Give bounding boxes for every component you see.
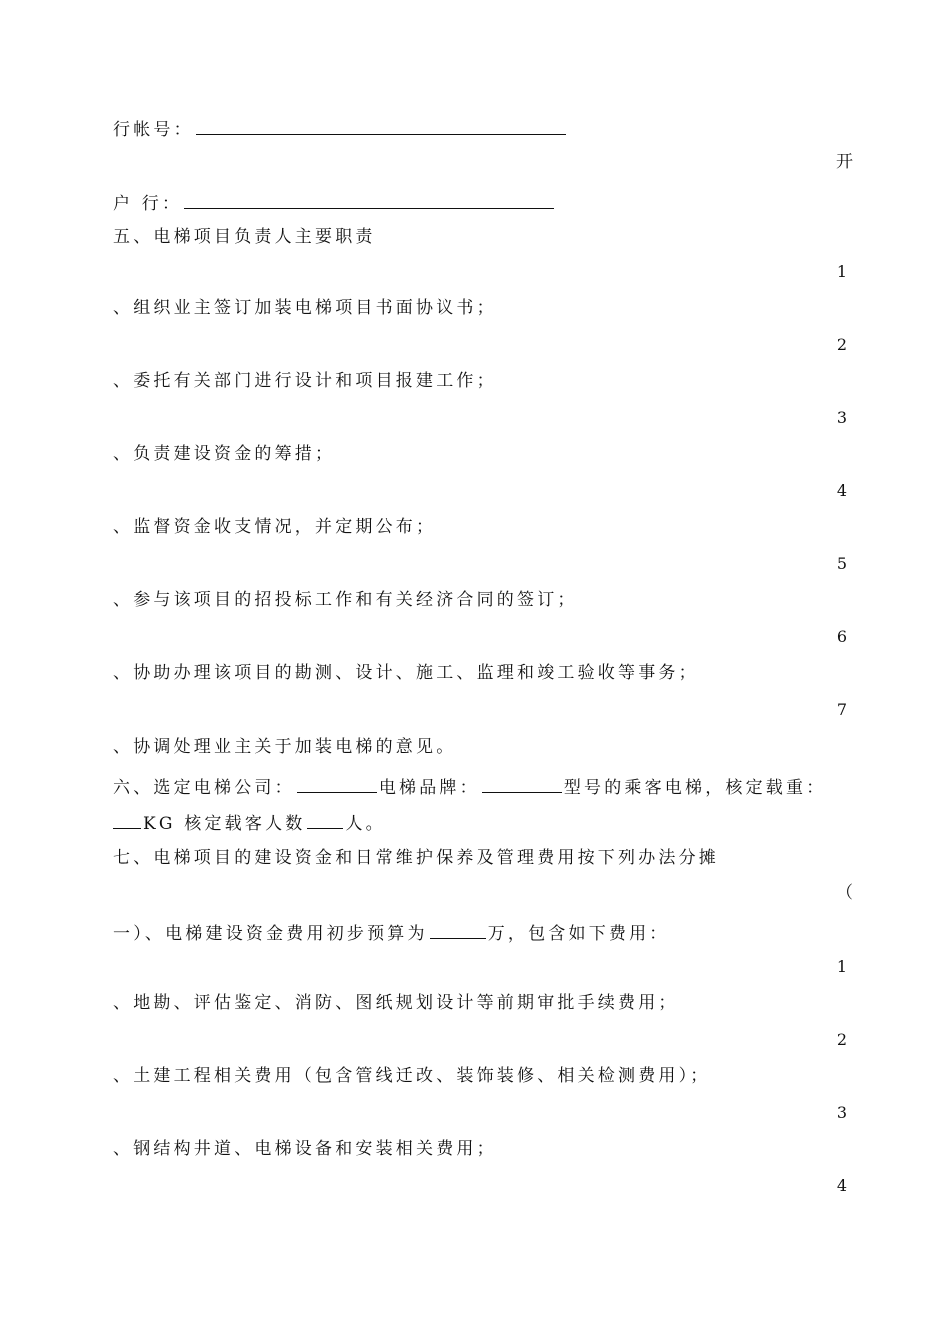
item-number: 6 (836, 627, 847, 646)
item-number: 4 (836, 481, 847, 500)
paren-char: （ (836, 883, 856, 903)
bank-blank (184, 190, 554, 209)
item-number: 5 (836, 554, 847, 573)
item-number: 4 (836, 1176, 847, 1195)
list-item: 、土建工程相关费用（包含管线迁改、装饰装修、相关检测费用）； (113, 1066, 711, 1086)
list-item: 、钢结构井道、电梯设备和安装相关费用； (113, 1139, 497, 1159)
list-item: 、地勘、评估鉴定、消防、图纸规划设计等前期审批手续费用； (113, 993, 679, 1013)
list-item: 、负责建设资金的筹措； (113, 444, 336, 464)
bank-label: 户 行： (113, 194, 183, 214)
section6-line2 (113, 810, 386, 835)
list-item: 、协助办理该项目的勘测、设计、施工、监理和竣工验收等事务； (113, 663, 699, 683)
budget-blank (430, 920, 486, 939)
company-blank (297, 774, 377, 793)
list-item: 、协调处理业主关于加装电梯的意见。 (113, 737, 457, 757)
section5-heading: 五、电梯项目负责人主要职责 (113, 227, 376, 247)
item-number: 1 (836, 957, 847, 976)
passenger-blank (307, 810, 343, 829)
bank-line (113, 190, 556, 215)
load-blank (113, 810, 141, 829)
brand-blank (482, 774, 562, 793)
section6-load-label: KG 核定载客人数 (143, 814, 306, 834)
section6-brand-label: 电梯品牌： (378, 778, 480, 798)
section6-model-label: 型号的乘客电梯，核定载重： (563, 778, 827, 798)
list-item: 、参与该项目的招投标工作和有关经济合同的签订； (113, 590, 578, 610)
item-number: 2 (836, 335, 847, 354)
item-number: 7 (836, 700, 847, 719)
bank-account-label: 行帐号： (113, 120, 194, 140)
item-number: 3 (836, 408, 847, 427)
item-number: 1 (836, 262, 847, 281)
section6-person-label: 人。 (345, 814, 386, 834)
open-char: 开 (836, 152, 856, 172)
item-number: 3 (836, 1103, 847, 1122)
list-item: 、组织业主签订加装电梯项目书面协议书； (113, 298, 497, 318)
section6-company-label: 六、选定电梯公司： (113, 778, 295, 798)
budget-suffix: 万，包含如下费用： (487, 924, 670, 944)
section7-sub1 (113, 920, 670, 945)
list-item: 、委托有关部门进行设计和项目报建工作； (113, 371, 497, 391)
section7-heading: 七、电梯项目的建设资金和日常维护保养及管理费用按下列办法分摊 (113, 848, 719, 868)
bank-account-blank (196, 116, 566, 135)
item-number: 2 (836, 1030, 847, 1049)
list-item: 、监督资金收支情况，并定期公布； (113, 517, 437, 537)
bank-account-line (113, 116, 568, 141)
budget-label: 一）、电梯建设资金费用初步预算为 (113, 924, 428, 944)
section6-line1 (113, 774, 826, 799)
